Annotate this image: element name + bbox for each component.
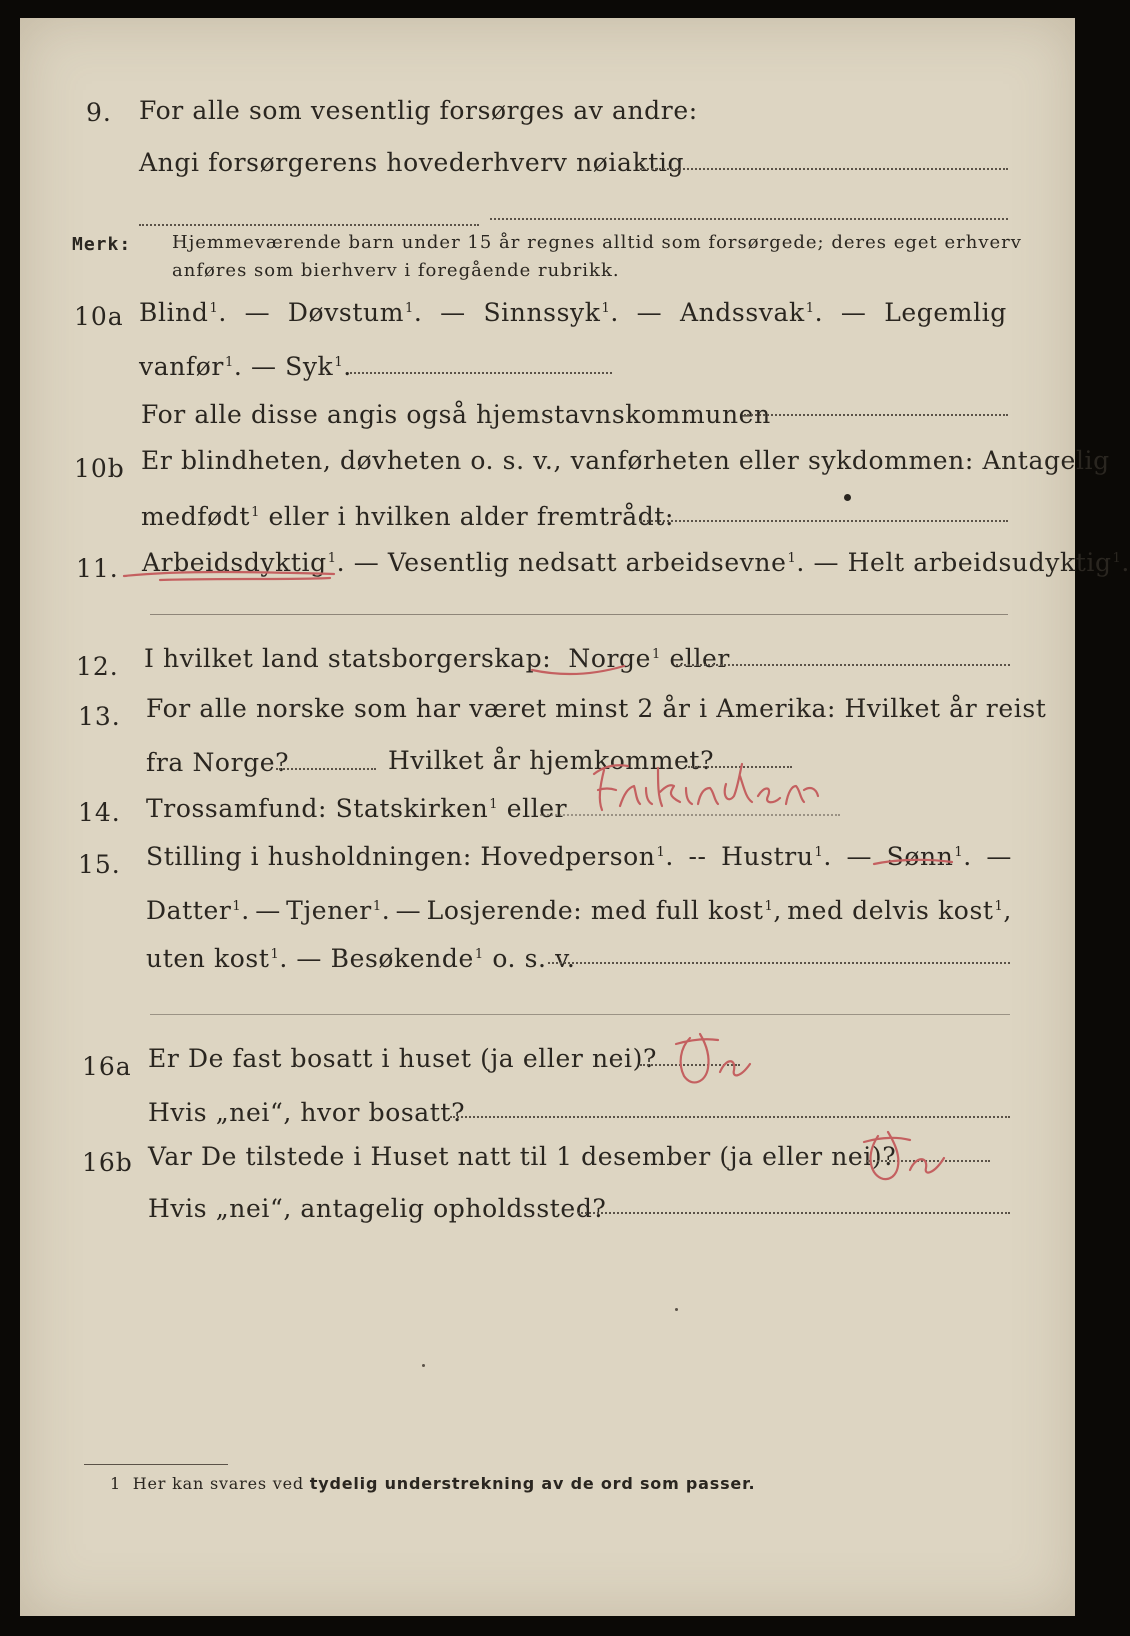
footnote: 1 Her kan svares ved tydelig understrekning av de ord som passer. [110,1474,756,1493]
q13-fra-norge: fra Norge? [146,748,290,777]
q16b-opphold-line [578,1212,1010,1214]
merk-label: Merk: [72,234,132,255]
q12-answer-line [676,664,1010,666]
q12-underline-mark [530,658,630,682]
q13-line1: For alle norske som har været minst 2 år i Amerika: Hvilket år reist [146,694,1047,723]
ink-dot [844,494,851,501]
q16a-handwritten-answer [670,1028,760,1098]
q16a-line2: Hvis „nei“, hvor bosatt? [148,1098,466,1127]
q15-line1: Stilling i husholdningen: Hovedperson$^1$. -- Hustru$^1$. — Sønn$^1$. — [146,842,1012,871]
paper-speck [675,1308,678,1311]
option-legemlig: Legemlig [884,298,1007,327]
q15-line2: Datter$^1$. — Tjener$^1$. — Losjerende: med full kost$^1$, med delvis kost$^1$, [146,896,1012,925]
q9-answer-line [640,168,1008,170]
q14-number: 14. [78,798,121,827]
option-andssvak: Andssvak$^1$. [679,298,824,327]
q13-number: 13. [78,702,121,731]
q11-underline-mark [120,558,340,588]
q10a-answer-line [350,372,612,374]
option-arbeidsdyktig: Arbeidsdyktig [142,548,327,577]
q10a-municipality-line [744,414,1008,416]
q9-number: 9. [86,98,112,127]
q16b-line2: Hvis „nei“, antagelig opholdssted? [148,1194,607,1223]
q12-line: I hvilket land statsborgerskap: Norge$^1$ eller [144,644,730,673]
q15-answer-line-2 [150,1014,1010,1015]
q10b-answer-line [640,520,1008,522]
q10a-line3: For alle disse angis også hjemstavnskommunen [141,400,771,429]
paper-speck [422,1364,425,1367]
q10b-number: 10b [74,454,125,483]
census-form-page [20,18,1130,1616]
option-dovstum: Døvstum$^1$. [287,298,423,327]
q16b-number: 16b [82,1148,133,1177]
option-sonn: Sønn [886,842,954,871]
q16a-bosatt-line [450,1116,1010,1118]
q15-underline-mark [872,850,956,874]
q16b-line1: Var De tilstede i Huset natt til 1 desember (ja eller nei)? [148,1142,897,1171]
q11-number: 11. [76,554,119,583]
q16b-handwritten-answer [854,1128,954,1198]
merk-line2: anføres som bierhverv i foregående rubrikk. [172,260,620,281]
q16a-line1: Er De fast bosatt i huset (ja eller nei)? [148,1044,657,1073]
option-norge: Norge [568,644,652,673]
option-sinnssyk: Sinnssyk$^1$. [483,298,619,327]
q9-line1: For alle som vesentlig forsørges av andre: [139,96,698,125]
q9-answer-line-2b [490,218,1008,220]
q12-number: 12. [76,652,119,681]
q15-number: 15. [78,850,121,879]
q14-line: Trossamfund: Statskirken$^1$ eller [146,794,568,823]
q9-line2: Angi forsørgerens hovederhverv nøiaktig [139,148,685,177]
q16a-number: 16a [82,1052,132,1081]
q10a-line2: vanfør$^1$. — Syk$^1$. [139,352,352,381]
q10b-line1: Er blindheten, døvheten o. s. v., vanførheten eller sykdommen: Antagelig [141,446,1110,475]
option-blind: Blind$^1$. [139,298,227,327]
q15-answer-line [548,962,1010,964]
q11-options: Arbeidsdyktig$^1$. — Vesentlig nedsatt arbeidsevne$^1$. — Helt arbeidsudyktig$^1$. [142,548,1130,577]
q15-line3: uten kost$^1$. — Besøkende$^1$ o. s. v. [146,944,576,973]
q10a-line1: Blind$^1$. — Døvstum$^1$. — Sinnssyk$^1$. — Andssvak$^1$. — Legemlig [139,298,1007,327]
q9-answer-line-2a [139,224,479,226]
q14-handwritten-answer [590,756,850,816]
q10a-number: 10a [74,302,124,331]
q11-answer-line [150,614,1008,615]
q13-hjemkommet: Hvilket år hjemkommet? [388,746,715,775]
q10b-line2: medfødt$^1$ eller i hvilken alder fremtrådt: [141,502,674,531]
merk-line1: Hjemmeværende barn under 15 år regnes alltid som forsørgede; deres eget erhverv [172,232,1022,253]
q13-reist-line [276,768,376,770]
footnote-rule [84,1464,228,1465]
